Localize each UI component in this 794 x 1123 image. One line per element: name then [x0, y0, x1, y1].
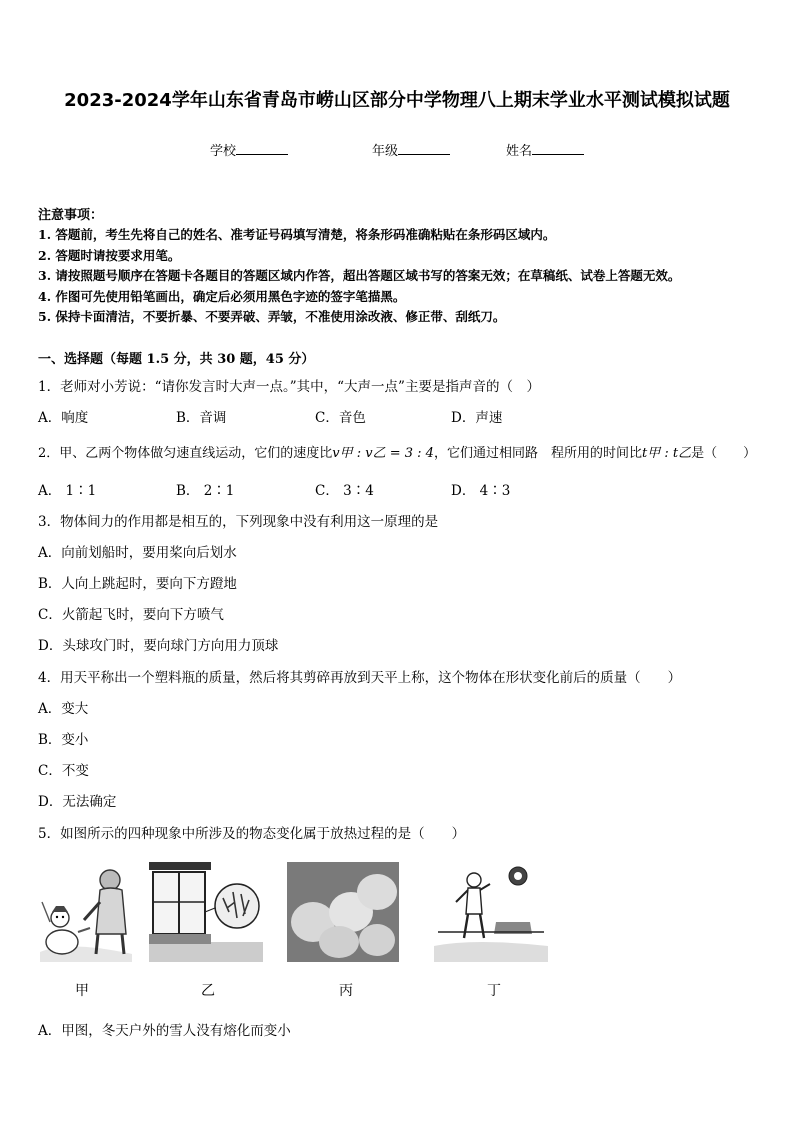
name-blank	[532, 140, 584, 155]
q4-stem: 4．用天平称出一个塑料瓶的质量，然后将其剪碎再放到天平上称，这个物体在形状变化前后的质量（ ）	[38, 670, 682, 686]
caption-yi: 乙	[201, 983, 215, 999]
name-field	[506, 140, 584, 159]
school-label: 学校	[210, 144, 237, 159]
q3-option-b: B．人向上跳起时，要向下方蹬地	[38, 576, 237, 592]
caption-bing: 丙	[339, 983, 353, 999]
q2-option-a: A． 1∶1	[38, 483, 97, 499]
swimmer-figure	[434, 862, 548, 962]
q2-stem	[38, 442, 756, 461]
frosted-window-figure	[149, 862, 263, 962]
q2-option-b: B． 2∶1	[176, 483, 235, 499]
q3-stem: 3．物体间力的作用都是相互的，下列现象中没有利用这一原理的是	[38, 514, 439, 530]
notice-item-2: 2. 答题时请按要求用笔。	[38, 248, 181, 263]
grade-blank	[398, 140, 450, 155]
mothballs-figure	[287, 862, 399, 962]
q2-option-c: C． 3∶4	[315, 483, 374, 499]
q2-velocity-ratio: v甲 : v乙 = 3 : 4	[332, 446, 434, 461]
q1-option-b: B．音调	[176, 410, 227, 426]
q2-stem-a: 2．甲、乙两个物体做匀速直线运动，它们的速度比	[38, 446, 333, 461]
notice-item-1: 1. 答题前，考生先将自己的姓名、准考证号码填写清楚，将条形码准确粘贴在条形码区域内。	[38, 227, 556, 242]
notice-item-5: 5. 保持卡面清洁，不要折暴、不要弄破、弄皱，不准使用涂改液、修正带、刮纸刀。	[38, 309, 506, 324]
notice-item-4: 4. 作图可先使用铅笔画出，确定后必须用黑色字迹的签字笔描黑。	[38, 289, 406, 304]
exam-title: 2023-2024学年山东省青岛市崂山区部分中学物理八上期末学业水平测试模拟试题	[64, 90, 730, 111]
q2-stem-c: 是（ ）	[691, 446, 757, 461]
name-label: 姓名	[506, 144, 533, 159]
q3-option-c: C．火箭起飞时，要向下方喷气	[38, 607, 224, 623]
school-field	[210, 140, 288, 159]
q5-option-a: A．甲图，冬天户外的雪人没有熔化而变小	[38, 1023, 291, 1039]
q4-option-d: D．无法确定	[38, 794, 117, 810]
q2-time-ratio: t甲 : t乙	[641, 446, 692, 461]
school-blank	[236, 140, 288, 155]
notice-item-3: 3. 请按照题号顺序在答题卡各题目的答题区域内作答，超出答题区域书写的答案无效；在草稿纸、试卷上答题无效。	[38, 268, 681, 283]
q2-option-d: D． 4∶3	[451, 483, 511, 499]
notice-heading: 注意事项：	[38, 208, 104, 223]
caption-jia: 甲	[75, 983, 89, 999]
snowman-figure	[38, 862, 134, 962]
q4-option-b: B．变小	[38, 732, 89, 748]
q4-option-a: A．变大	[38, 701, 89, 717]
q1-option-c: C．音色	[315, 410, 366, 426]
grade-field	[372, 140, 450, 159]
q3-option-d: D．头球攻门时，要向球门方向用力顶球	[38, 638, 279, 654]
q1-option-a: A．响度	[38, 410, 89, 426]
q2-stem-b: ，它们通过相同路 程所用的时间比	[433, 446, 642, 461]
q5-stem: 5．如图所示的四种现象中所涉及的物态变化属于放热过程的是（ ）	[38, 826, 466, 842]
grade-label: 年级	[372, 144, 399, 159]
caption-ding: 丁	[487, 983, 501, 999]
q1-stem: 1．老师对小芳说：“请你发言时大声一点。”其中，“大声一点”主要是指声音的（ ）	[38, 379, 540, 395]
q1-option-d: D．声速	[451, 410, 503, 426]
q4-option-c: C．不变	[38, 763, 89, 779]
q3-option-a: A．向前划船时，要用桨向后划水	[38, 545, 237, 561]
section-title: 一、选择题（每题 1.5 分，共 30 题，45 分）	[38, 352, 315, 367]
